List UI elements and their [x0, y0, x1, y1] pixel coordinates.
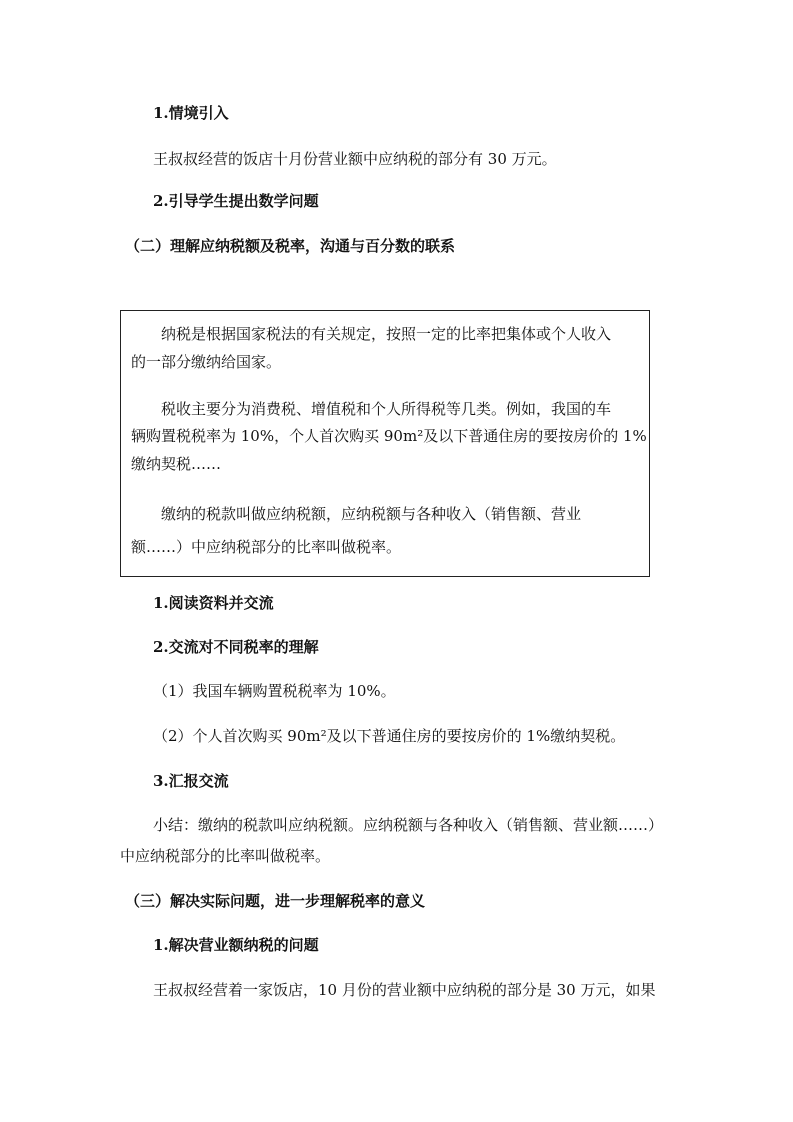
info-box — [120, 310, 650, 577]
paragraph-situation: 王叔叔经营的饭店十月份营业额中应纳税的部分有 30 万元。 — [153, 150, 557, 168]
summary-line-1: 小结：缴纳的税款叫应纳税额。应纳税额与各种收入（销售额、营业额……） — [153, 816, 664, 834]
summary-line-2: 中应纳税部分的比率叫做税率。 — [120, 847, 331, 865]
heading-section-three: （三）解决实际问题，进一步理解税率的意义 — [125, 892, 426, 910]
heading-tax-rate-understanding: 2.交流对不同税率的理解 — [153, 638, 319, 656]
box-paragraph-3-line-1: 缴纳的税款叫做应纳税额，应纳税额与各种收入（销售额、营业 — [161, 505, 582, 523]
box-paragraph-1-line-1: 纳税是根据国家税法的有关规定，按照一定的比率把集体或个人收入 — [161, 325, 612, 343]
box-paragraph-3-line-2: 额……）中应纳税部分的比率叫做税率。 — [131, 538, 402, 556]
heading-section-two: （二）理解应纳税额及税率，沟通与百分数的联系 — [125, 237, 456, 255]
box-paragraph-2-line-3: 缴纳契税…… — [131, 455, 222, 473]
box-paragraph-2-line-2: 辆购置税税率为 10%，个人首次购买 90m²及以下普通住房的要按房价的 1% — [131, 427, 647, 445]
list-item-2: （2）个人首次购买 90m²及以下普通住房的要按房价的 1%缴纳契税。 — [153, 727, 626, 745]
heading-read-material: 1.阅读资料并交流 — [153, 594, 274, 612]
heading-revenue-tax: 1.解决营业额纳税的问题 — [153, 936, 319, 954]
heading-situation-intro: 1.情境引入 — [153, 104, 229, 122]
heading-report: 3.汇报交流 — [153, 772, 229, 790]
heading-guide-questions: 2.引导学生提出数学问题 — [153, 192, 319, 210]
box-paragraph-2-line-1: 税收主要分为消费税、增值税和个人所得税等几类。例如，我国的车 — [161, 400, 612, 418]
paragraph-revenue-problem: 王叔叔经营着一家饭店，10 月份的营业额中应纳税的部分是 30 万元，如果 — [153, 981, 656, 999]
box-paragraph-1-line-2: 的一部分缴纳给国家。 — [131, 353, 282, 371]
list-item-1: （1）我国车辆购置税税率为 10%。 — [153, 682, 396, 700]
